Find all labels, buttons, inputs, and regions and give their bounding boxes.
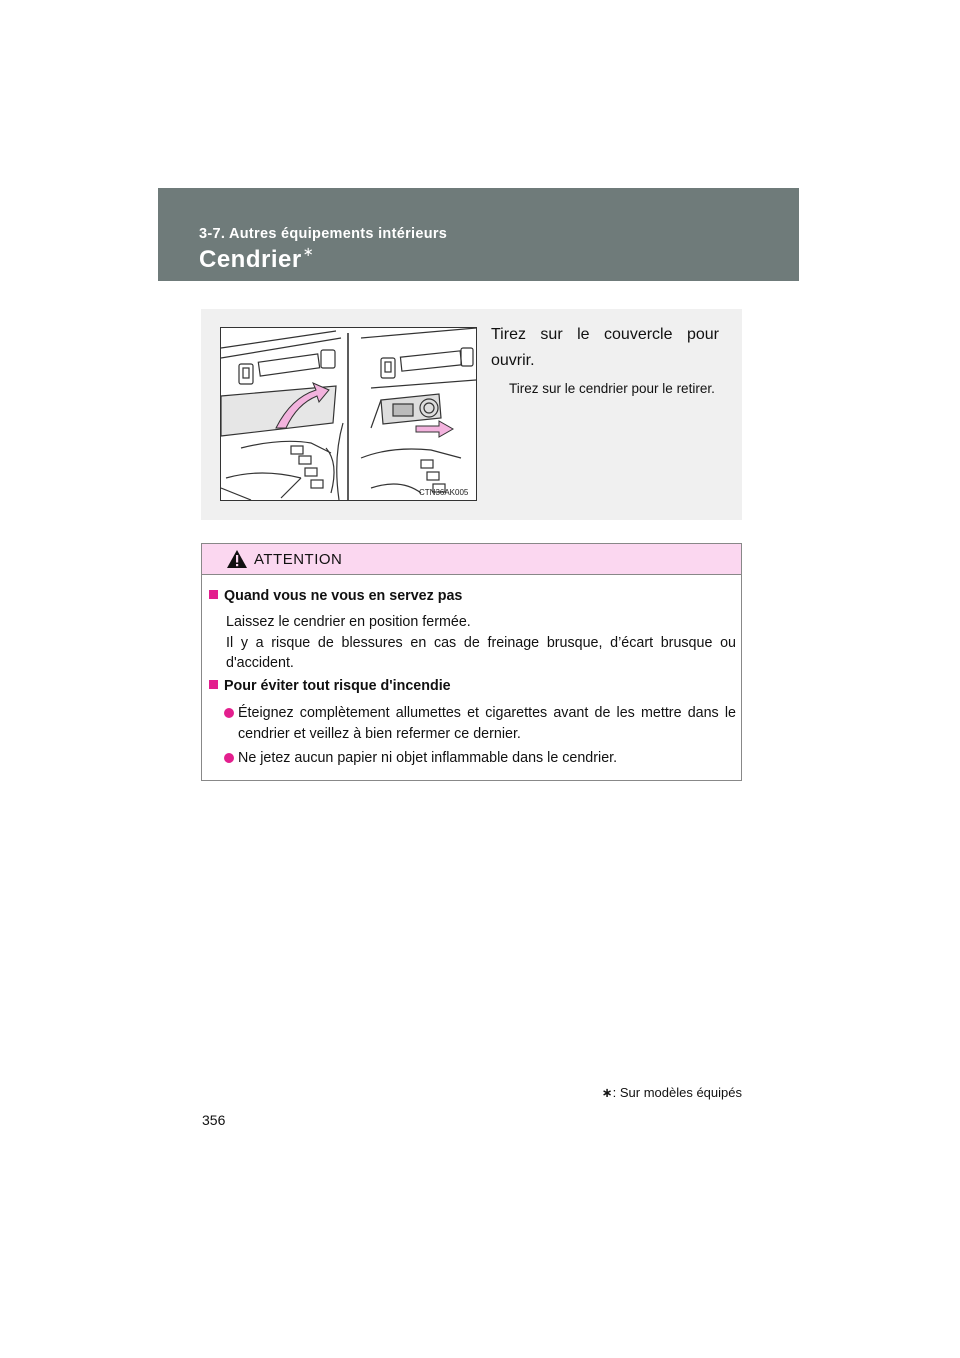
section-heading-fire — [209, 678, 451, 694]
page-title-text: Cendrier — [199, 246, 302, 273]
section-heading-unused — [209, 588, 462, 604]
footnote-text: : Sur modèles équipés — [612, 1085, 742, 1100]
heading-text: Pour éviter tout risque d'incendie — [224, 678, 451, 694]
bullet-text: Ne jetez aucun papier ni objet inflammable dans le cendrier. — [238, 750, 618, 766]
ashtray-illustration — [220, 327, 477, 501]
ashtray-drawing — [221, 328, 476, 500]
section-header — [158, 188, 799, 281]
section-label: 3-7. Autres équipements intérieurs — [199, 226, 448, 242]
image-code: CTN36AK005 — [419, 488, 469, 497]
bullet-dot-icon — [224, 753, 234, 763]
attention-header — [202, 544, 741, 575]
heading-square-icon — [209, 680, 218, 689]
attention-box — [201, 543, 742, 781]
heading-square-icon — [209, 590, 218, 599]
figure-box — [201, 309, 742, 520]
instruction-main: Tirez sur le couvercle pour ouvrir. — [491, 326, 719, 369]
heading-text: Quand vous ne vous en servez pas — [224, 588, 463, 604]
unused-instructions: Laissez le cendrier en position fermée. Il y a risque de blessures en cas de freinage brusque, d’écart brusque ou d'accident. — [226, 614, 736, 671]
footnote — [602, 1085, 742, 1101]
page-title — [199, 246, 314, 274]
bullet-dot-icon — [224, 708, 234, 718]
bullet-item — [224, 748, 736, 769]
footnote-asterisk: ∗ — [601, 1085, 613, 1100]
warning-icon — [226, 549, 248, 569]
bullet-item — [224, 703, 736, 745]
title-asterisk: ∗ — [302, 244, 315, 259]
bullet-text: Éteignez complètement allumettes et cigarettes avant de les mettre dans le cendrier et veillez à bien refermer ce dernier. — [238, 705, 736, 742]
page-number: 356 — [202, 1112, 226, 1128]
attention-title: ATTENTION — [254, 551, 343, 568]
instruction-sub: Tirez sur le cendrier pour le retirer. — [509, 381, 715, 396]
